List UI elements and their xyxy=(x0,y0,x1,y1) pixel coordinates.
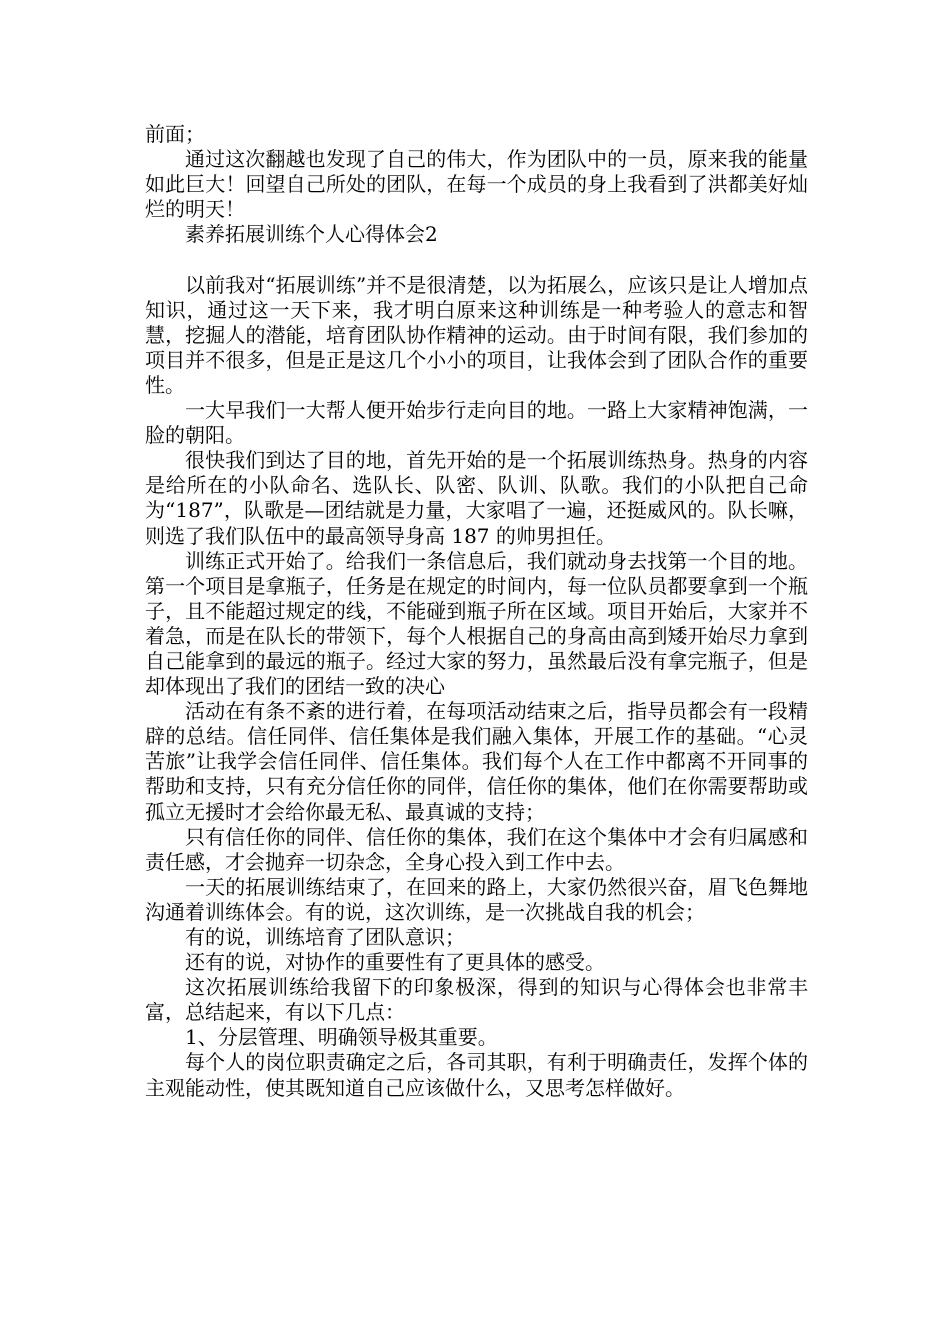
section-title: 素养拓展训练个人心得体会2 xyxy=(185,222,438,247)
paragraph: 训练正式开始了。给我们一条信息后，我们就动身去找第一个目的地。第一个项目是拿瓶子，任务是在规定的时间内，每一位队员都要拿到一个瓶子，且不能超过规定的线，不能碰到瓶子所在区域。项目开始后，大家并不着急，而是在队长的带领下，每个人根据自己的身高由高到矮开始尽力拿到自己能拿到的最远的瓶子。经过大家的努力，虽然最后没有拿完瓶子，但是却体现出了我们的团结一致的决心 xyxy=(145,548,808,699)
paragraph: 只有信任你的同伴、信任你的集体，我们在这个集体中才会有归属感和责任感，才会抛弃一切杂念，全身心投入到工作中去。 xyxy=(145,824,808,874)
paragraph: 一天的拓展训练结束了，在回来的路上，大家仍然很兴奋，眉飞色舞地沟通着训练体会。有的说，这次训练，是一次挑战自我的机会； xyxy=(145,874,808,924)
paragraph: 通过这次翻越也发现了自己的伟大，作为团队中的一员，原来我的能量如此巨大！回望自己所处的团队，在每一个成员的身上我看到了洪都美好灿烂的明天！ xyxy=(145,147,808,222)
paragraph: 活动在有条不紊的进行着，在每项活动结束之后，指导员都会有一段精辟的总结。信任同伴、信任集体是我们融入集体，开展工作的基础。“心灵苦旅”让我学会信任同伴、信任集体。我们每个人在工作中都离不开同事的帮助和支持，只有充分信任你的同伴，信任你的集体，他们在你需要帮助或孤立无援时才会给你最无私、最真诚的支持； xyxy=(145,699,808,824)
paragraph: 很快我们到达了目的地，首先开始的是一个拓展训练热身。热身的内容是给所在的小队命名、选队长、队密、队训、队歌。我们的小队把自己命为“187”，队歌是—团结就是力量，大家唱了一遍，还挺威风的。队长嘛，则选了我们队伍中的最高领导身高 187 的帅男担任。 xyxy=(145,448,808,548)
paragraph: 这次拓展训练给我留下的印象极深，得到的知识与心得体会也非常丰富，总结起来，有以下几点： xyxy=(145,975,808,1025)
paragraph: 还有的说，对协作的重要性有了更具体的感受。 xyxy=(185,950,605,975)
paragraph: 有的说，训练培育了团队意识； xyxy=(185,925,465,949)
paragraph: 一大早我们一大帮人便开始步行走向目的地。一路上大家精神饱满，一脸的朝阳。 xyxy=(145,398,808,448)
paragraph: 每个人的岗位职责确定之后，各司其职，有利于明确责任，发挥个体的主观能动性，使其既知道自己应该做什么，又思考怎样做好。 xyxy=(145,1050,808,1100)
blank-line xyxy=(145,247,808,272)
paragraph-fragment: 前面； xyxy=(145,122,205,146)
document-page xyxy=(145,122,808,1101)
paragraph: 以前我对“拓展训练”并不是很清楚，以为拓展么，应该只是让人增加点知识，通过这一天下来，我才明白原来这种训练是一种考验人的意志和智慧，挖掘人的潜能，培育团队协作精神的运动。由于时间有限，我们参加的项目并不很多，但是正是这几个小小的项目，让我体会到了团队合作的重要性。 xyxy=(145,272,808,397)
list-heading: 1、分层管理、明确领导极其重要。 xyxy=(185,1025,498,1050)
